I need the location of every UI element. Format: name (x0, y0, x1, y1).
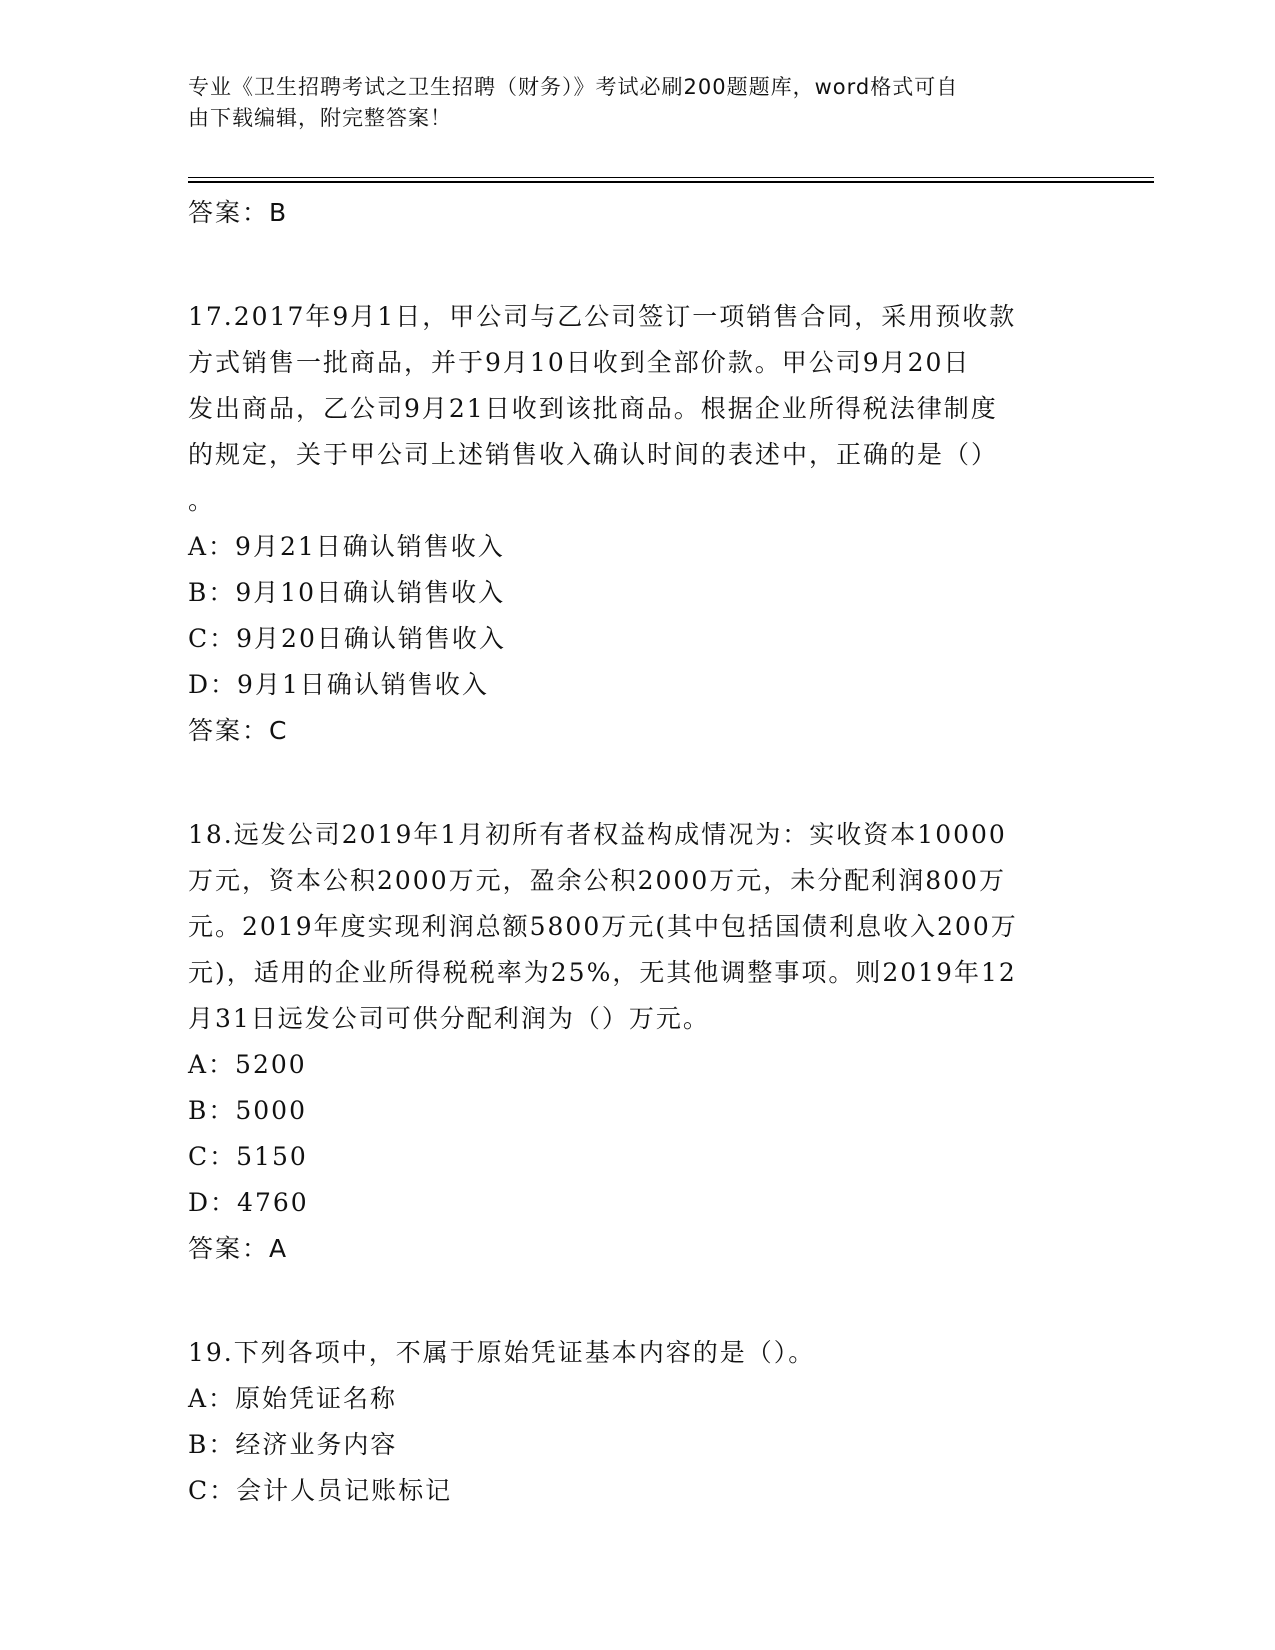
document-body (188, 190, 1088, 1514)
option-a: A：原始凭证名称 (188, 1384, 398, 1413)
question-text-line: 元)，适用的企业所得税税率为25%，无其他调整事项。则2019年12 (188, 958, 1017, 987)
option-a: A：9月21日确认销售收入 (188, 532, 505, 561)
question-text-line: 17.2017年9月1日，甲公司与乙公司签订一项销售合同，采用预收款 (188, 302, 1017, 331)
question-17 (188, 294, 1088, 754)
option-b: B：经济业务内容 (188, 1430, 398, 1459)
option-c: C：5150 (188, 1142, 308, 1171)
header-rule-thick (188, 181, 1154, 183)
option-b: B：5000 (188, 1096, 307, 1125)
header-rule-thin (188, 177, 1154, 178)
header-line-2: 由下载编辑，附完整答案！ (188, 106, 452, 130)
option-c: C：会计人员记账标记 (188, 1476, 453, 1505)
question-text-line: 发出商品，乙公司9月21日收到该批商品。根据企业所得税法律制度 (188, 394, 998, 423)
question-19 (188, 1330, 1088, 1514)
question-text-line: 元。2019年度实现利润总额5800万元(其中包括国债利息收入200万 (188, 912, 1018, 941)
option-c: C：9月20日确认销售收入 (188, 624, 506, 653)
option-a: A：5200 (188, 1050, 307, 1079)
question-text-line: 月31日远发公司可供分配利润为（）万元。 (188, 1004, 710, 1033)
question-18 (188, 812, 1088, 1272)
header-line-1: 专业《卫生招聘考试之卫生招聘（财务）》考试必刷200题题库，word格式可自 (188, 75, 959, 99)
answer-line: 答案：A (188, 1234, 289, 1263)
answer-line: 答案：B (188, 198, 289, 227)
question-text-line: 19.下列各项中，不属于原始凭证基本内容的是（）。 (188, 1338, 816, 1367)
question-text-line: 方式销售一批商品，并于9月10日收到全部价款。甲公司9月20日 (188, 348, 971, 377)
document-header (188, 72, 1088, 134)
question-text-line: 。 (188, 486, 216, 515)
option-d: D：4760 (188, 1188, 309, 1217)
question-text-line: 的规定，关于甲公司上述销售收入确认时间的表述中，正确的是（） (188, 440, 999, 469)
question-text-line: 18.远发公司2019年1月初所有者权益构成情况为：实收资本10000 (188, 820, 1007, 849)
option-d: D：9月1日确认销售收入 (188, 670, 489, 699)
option-b: B：9月10日确认销售收入 (188, 578, 506, 607)
answer-line: 答案：C (188, 716, 289, 745)
question-text-line: 万元，资本公积2000万元，盈余公积2000万元，未分配利润800万 (188, 866, 1006, 895)
